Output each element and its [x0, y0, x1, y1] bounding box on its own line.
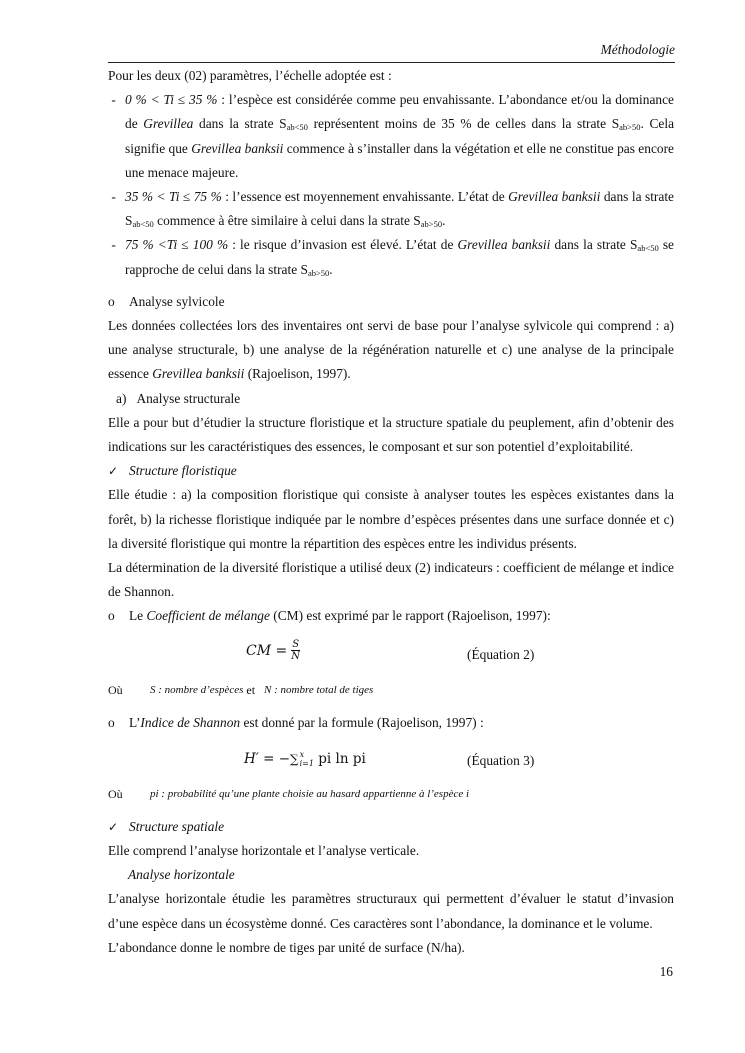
scale-item-medium: - 35 % < Ti ≤ 75 % : l’essence est moyennement envahissante. L’état de Grevillea banksii dans la strate $S_{ab<50}$ commence à être similaire à celui dans la strate $S_{ab>50}$.: [108, 185, 674, 233]
dash-bullet: -: [108, 189, 116, 205]
spatial-paragraph-3: L’abondance donne le nombre de tiges par unité de surface (N/ha).: [108, 939, 465, 955]
floristic-paragraph-1: Elle étudie : a) la composition floristique qui consiste à analyser toutes les espèces existantes dans la forêt, b) la richesse floristique indiquée par le nombre d’espèces présentes dans une surface donnée et c) la diversité floristique qui montre la répartition des espèces entre les individus présents.: [108, 487, 674, 551]
cm-intro: o Le Coefficient de mélange (CM) est exprimé par le rapport (Rajoelison, 1997):: [108, 608, 551, 624]
equation-2-label: (Équation 2): [467, 646, 535, 662]
floristic-heading: ✓ Structure floristique: [108, 459, 674, 483]
running-header: Méthodologie: [600, 42, 675, 57]
silvic-heading: o Analyse sylvicole: [108, 293, 225, 309]
shannon-formula: H′ = −∑ x i=1 pi ln pi: [244, 750, 366, 769]
structural-heading: a) Analyse structurale: [116, 390, 241, 406]
equation-3-label: (Équation 3): [467, 752, 535, 768]
silvic-paragraph: Les données collectées lors des inventaires ont servi de base pour l’analyse sylvicole qui comprend : a) une analyse structurale, b) une analyse de la régénération naturelle et c) une analyse de la principale essence Grevillea banksii (Rajoelison, 1997).: [108, 318, 674, 382]
dash-bullet: -: [108, 92, 116, 108]
cm-where: Où S : nombre d’espèces et N : nombre total de tiges: [108, 682, 374, 697]
scale-intro: Pour les deux (02) paramètres, l’échelle adoptée est :: [108, 68, 392, 83]
structural-paragraph: Elle a pour but d’étudier la structure floristique et la structure spatiale du peuplement, afin d’obtenir des indications sur les caractéristiques des essences, le composant et sur son potentiel d’exploitabilité.: [108, 414, 674, 455]
check-icon: ✓: [108, 819, 119, 834]
spatial-paragraph-1: Elle comprend l’analyse horizontale et l’analyse verticale.: [108, 843, 420, 859]
cm-formula: CM = $\frac{S}{N}$: [246, 639, 301, 663]
scale-item-high: - 75 % <Ti ≤ 100 % : le risque d’invasion est élevé. L’état de Grevillea banksii dans la strate $S_{ab<50}$ se rapproche de celui dans la strate $S_{ab>50}$.: [108, 233, 674, 281]
shannon-intro: o L’Indice de Shannon est donné par la formule (Rajoelison, 1997) :: [108, 714, 484, 730]
range-high: 75 % <Ti ≤ 100 %: [125, 237, 229, 253]
range-low: 0 % < Ti ≤ 35 %: [125, 92, 218, 108]
page-body: [108, 64, 674, 960]
scale-item-low: - 0 % < Ti ≤ 35 % : l’espèce est considérée comme peu envahissante. L’abondance et/ou la dominance de Grevillea dans la strate $S_{ab<50}$ représentent moins de 35 % de celles dans la strate $S_{ab>50}$. Cela signifie que Grevillea banksii commence à s’installer dans la végétation et elle ne constitue pas encore une menace majeure.: [108, 88, 674, 185]
horizontal-heading: Analyse horizontale: [128, 867, 235, 883]
dash-bullet: -: [108, 237, 116, 253]
shannon-where: Où pi : probabilité qu’une plante choisie au hasard appartienne à l’espèce i: [108, 786, 470, 801]
header-rule: [108, 62, 675, 63]
spatial-heading: ✓ Structure spatiale: [108, 815, 674, 839]
spatial-paragraph-2: L’analyse horizontale étudie les paramètres structuraux qui permettent d’évaluer le statut d’invasion d’une espèce dans un écosystème donné. Ces caractères sont l’abondance, la dominance et le volume.: [108, 891, 674, 931]
page-number: 16: [659, 964, 673, 979]
range-medium: 35 % < Ti ≤ 75 %: [125, 189, 222, 205]
check-icon: ✓: [108, 464, 119, 479]
equation-3: [108, 735, 674, 781]
equation-2: [108, 629, 674, 677]
floristic-paragraph-2: La détermination de la diversité floristique a utilisé deux (2) indicateurs : coefficient de mélange et indice de Shannon.: [108, 560, 674, 600]
